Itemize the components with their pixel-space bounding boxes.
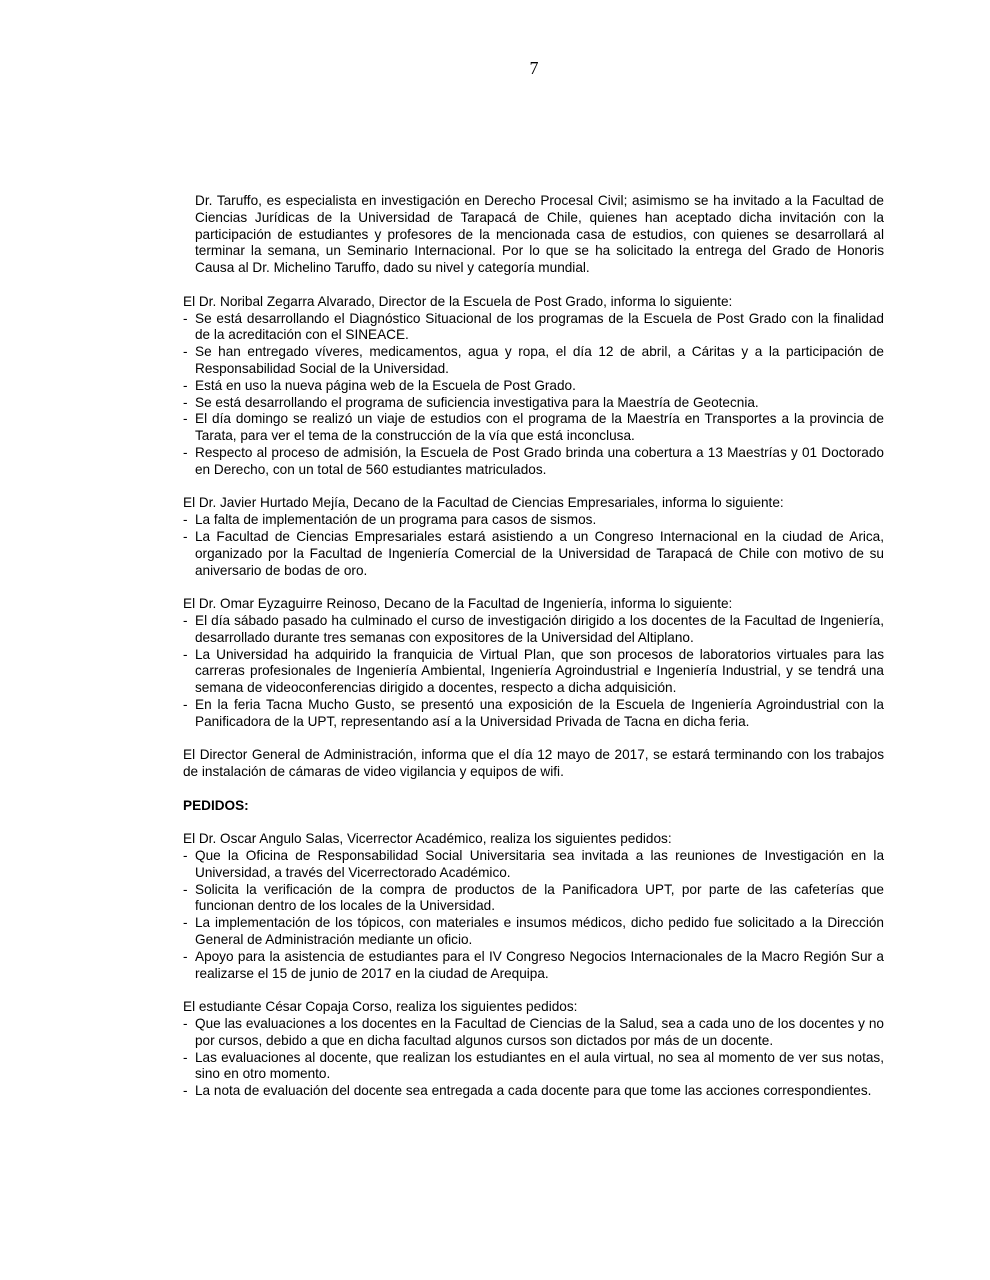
list-item: - Respecto al proceso de admisión, la Escuela de Post Grado brinda una cobertura a 13 Maestrías y 01 Doctorado en Derecho, con un total de 560 estudiantes matriculados. bbox=[183, 445, 884, 479]
report-section-ingenieria bbox=[183, 596, 884, 730]
intro-block bbox=[183, 193, 884, 277]
admin-paragraph: El Director General de Administración, informa que el día 12 mayo de 2017, se estará terminando con los trabajos de instalación de cámaras de video vigilancia y equipos de wifi. bbox=[183, 747, 884, 780]
section-lead: El Dr. Javier Hurtado Mejía, Decano de la Facultad de Ciencias Empresariales, informa lo siguiente: bbox=[183, 495, 784, 511]
list-item: - El día domingo se realizó un viaje de estudios con el programa de la Maestría en Transportes a la provincia de Tarata, para ver el tema de la construcción de la vía que está inconclusa. bbox=[183, 411, 884, 445]
pedidos-heading: PEDIDOS: bbox=[183, 797, 249, 813]
report-list bbox=[183, 311, 884, 479]
section-lead: El estudiante César Copaja Corso, realiza los siguientes pedidos: bbox=[183, 999, 578, 1015]
list-item: - Las evaluaciones al docente, que realizan los estudiantes en el aula virtual, no sea al momento de ver sus notas, sino en otro momento. bbox=[183, 1050, 884, 1084]
list-item: - Apoyo para la asistencia de estudiantes para el IV Congreso Negocios Internacionales de la Macro Región Sur a realizarse el 15 de junio de 2017 en la ciudad de Arequipa. bbox=[183, 949, 884, 983]
pedidos-heading-block bbox=[183, 798, 884, 815]
section-lead: El Dr. Oscar Angulo Salas, Vicerrector Académico, realiza los siguientes pedidos: bbox=[183, 831, 672, 847]
list-item: - Solicita la verificación de la compra de productos de la Panificadora UPT, por parte de las cafeterías que funcionan dentro de los locales de la Universidad. bbox=[183, 882, 884, 916]
list-item: - Está en uso la nueva página web de la Escuela de Post Grado. bbox=[183, 378, 884, 395]
list-item: - La implementación de los tópicos, con materiales e insumos médicos, dicho pedido fue solicitado a la Dirección General de Administración mediante un oficio. bbox=[183, 915, 884, 949]
list-item: - Que la Oficina de Responsabilidad Social Universitaria sea invitada a las reuniones de Investigación en la Universidad, a través del Vicerrectorado Académico. bbox=[183, 848, 884, 882]
document-body bbox=[183, 193, 884, 1117]
list-item: - Se está desarrollando el programa de suficiencia investigativa para la Maestría de Geotecnia. bbox=[183, 395, 884, 412]
admin-block bbox=[183, 747, 884, 781]
list-item: - La Facultad de Ciencias Empresariales estará asistiendo a un Congreso Internacional en la ciudad de Arica, organizado por la Facultad de Ingeniería Comercial de la Universidad de Tarapacá de Chile con motivo de su aniversario de bodas de oro. bbox=[183, 529, 884, 579]
page-number: 7 bbox=[529, 58, 539, 78]
list-item: - La nota de evaluación del docente sea entregada a cada docente para que tome las acciones correspondientes. bbox=[183, 1083, 884, 1100]
list-item: - Se han entregado víveres, medicamentos, agua y ropa, el día 12 de abril, a Cáritas y a la participación de Responsabilidad Social de la Universidad. bbox=[183, 344, 884, 378]
intro-paragraph: Dr. Taruffo, es especialista en investigación en Derecho Procesal Civil; asimismo se ha invitado a la Facultad de Ciencias Jurídicas de la Universidad de Tarapacá de Chile, quienes han aceptado dicha invitación con la participación de estudiantes y profesores de la mencionada casa de estudios, con quienes se desarrollará al terminar la semana, un Seminario Internacional. Por lo que se ha solicitado la entrega del Grado de Honoris Causa al Dr. Michelino Taruffo, dado su nivel y categoría mundial. bbox=[195, 193, 884, 276]
pedidos-list bbox=[183, 848, 884, 982]
list-item: - Se está desarrollando el Diagnóstico Situacional de los programas de la Escuela de Post Grado con la finalidad de la acreditación con el SINEACE. bbox=[183, 311, 884, 345]
pedidos-section-vicerrector bbox=[183, 831, 884, 982]
report-section-empresariales bbox=[183, 495, 884, 579]
pedidos-list bbox=[183, 1016, 884, 1100]
report-section-post-grado bbox=[183, 294, 884, 479]
report-list bbox=[183, 613, 884, 731]
section-lead: El Dr. Omar Eyzaguirre Reinoso, Decano de la Facultad de Ingeniería, informa lo siguiente: bbox=[183, 596, 733, 612]
report-list bbox=[183, 512, 884, 579]
section-lead: El Dr. Noribal Zegarra Alvarado, Director de la Escuela de Post Grado, informa lo siguiente: bbox=[183, 293, 733, 309]
list-item: - Que las evaluaciones a los docentes en la Facultad de Ciencias de la Salud, sea a cada uno de los docentes y no por cursos, debido a que en dicha facultad algunos cursos son dictados por más de un docente. bbox=[183, 1016, 884, 1050]
list-item: - La falta de implementación de un programa para casos de sismos. bbox=[183, 512, 884, 529]
list-item: - El día sábado pasado ha culminado el curso de investigación dirigido a los docentes de la Facultad de Ingeniería, desarrollado durante tres semanas con expositores de la Universidad del Altiplano. bbox=[183, 613, 884, 647]
pedidos-section-estudiante bbox=[183, 999, 884, 1100]
list-item: - La Universidad ha adquirido la franquicia de Virtual Plan, que son procesos de laboratorios virtuales para las carreras profesionales de Ingeniería Ambiental, Ingeniería Agroindustrial e Ingeniería Industrial, y se tendrá una semana de videoconferencias dirigido a docentes, respecto a dicha adquisición. bbox=[183, 647, 884, 697]
list-item: - En la feria Tacna Mucho Gusto, se presentó una exposición de la Escuela de Ingeniería Agroindustrial con la Panificadora de la UPT, representando así a la Universidad Privada de Tacna en dicha feria. bbox=[183, 697, 884, 731]
